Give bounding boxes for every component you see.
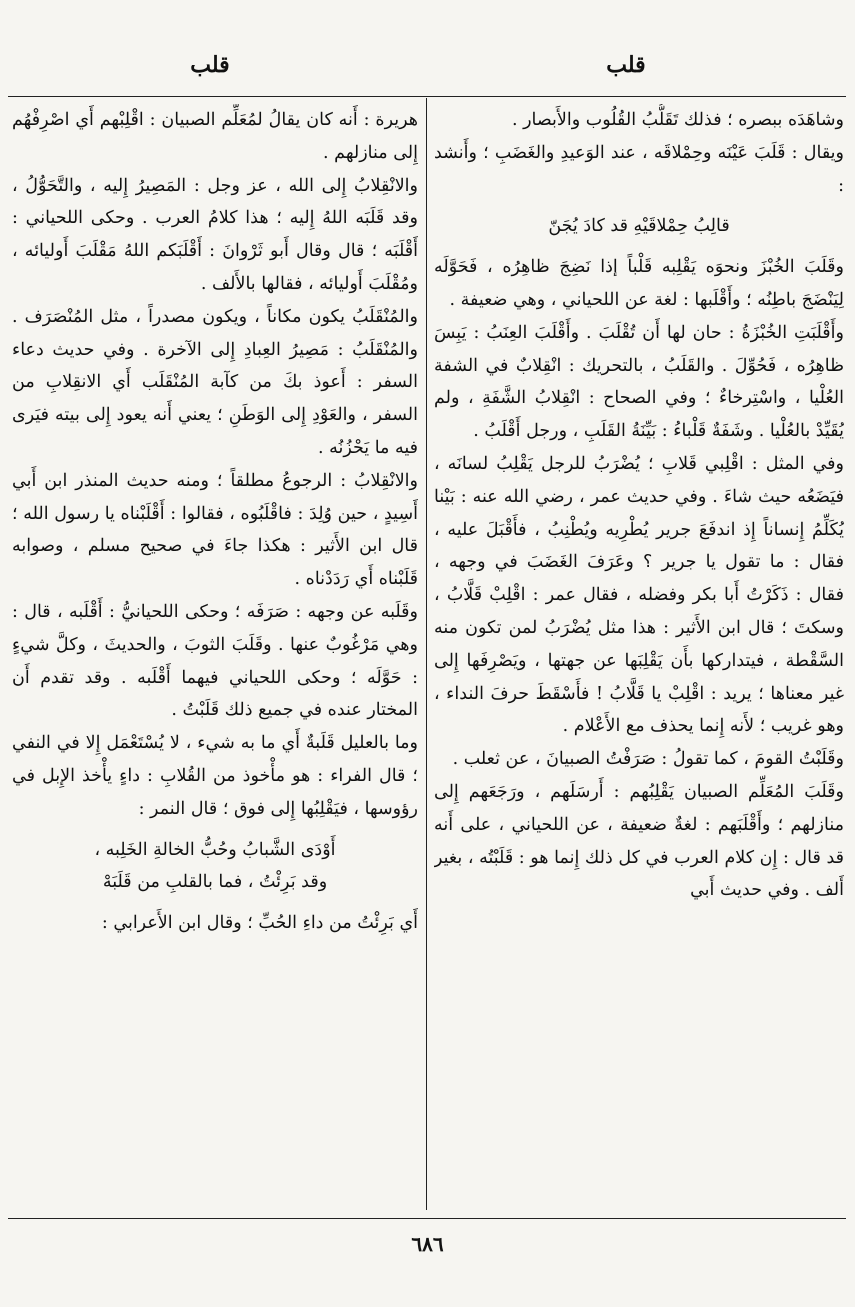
right-paragraph-6: وقَلَبْتُ القومَ ، كما تقولُ : صَرَفْتُ الصبيانَ ، عن ثعلب . bbox=[452, 749, 844, 770]
left-paragraph-2: والانْقِلابُ إِلى الله ، عز وجل : المَصِيرُ إِليه ، والتَّحَوُّلُ ، وقد قَلَبَه اللهُ إِليه ؛ هذا كلامُ العرب . وحكى اللحياني : أَقْلَبَه ؛ قال وقال أَبو ثَرْوانَ : أَقْلَبَكم اللهُ مَقْلَبَ أَوليائه ، ومُقْلَبَ أَوليائه ، فقالها بالأَلف . bbox=[12, 175, 418, 294]
right-paragraph-3: وقَلَبَ الخُبْزَ ونحوَه يَقْلِبه قَلْباً إذا نَضِجَ ظاهِرُه ، فَحَوَّلَه لِيَنْضَجَ باطِنُه ؛ وأَقْلَبها : لغة عن اللحياني ، وهي ضعيفة . bbox=[434, 257, 844, 310]
left-column bbox=[12, 104, 418, 1210]
bottom-rule bbox=[8, 1218, 846, 1219]
left-headword: قلب bbox=[190, 52, 230, 78]
left-paragraph-3: والمُنْقَلَبُ يكون مكاناً ، ويكون مصدراً ، مثل المُنْصَرَف . والمُنْقَلَبُ : مَصِيرُ العِبادِ إِلى الآخرة . وفي حديث دعاء السفر : أَعوذ بكَ من كآبة المُنْقَلَب أَي الانقِلابِ من السفر ، والعَوْدِ إِلى الوَطَنِ ؛ يعني أَنه يعود إِلى بيته فيَرى فيه ما يَحْزُنُه . bbox=[12, 306, 418, 458]
right-headword: قلب bbox=[606, 52, 646, 78]
right-column bbox=[434, 104, 844, 1210]
page-header bbox=[0, 52, 855, 92]
left-verse-1: أَوْدَى الشَّبابُ وحُبُّ الخالةِ الخَلِبه ، bbox=[94, 839, 336, 860]
left-verse-2: وقد بَرِئْتُ ، فما بالقلبِ من قَلَبَهْ bbox=[102, 872, 328, 893]
left-paragraph-1: هريرة : أَنه كان يقالُ لمُعَلِّم الصبيان : اقْلِبْهم أَي اصْرِفْهُم إِلى منازلهم . bbox=[12, 110, 418, 163]
right-paragraph-4: وأَقْلَبَتِ الخُبْزَةُ : حان لها أَن تُقْلَبَ . وأَقْلَبَ العِنَبُ : يَبِسَ ظاهِرُه ، فَحُوِّلَ . والقَلَبُ ، بالتحريك : انْقِلابٌ في الشفة العُلْيا ، واسْتِرخاءٌ ؛ وفي الصحاح : انْقِلابُ الشَّفَةِ ، ولم يُقَيِّدْ بالعُلْيا . وشَفَةٌ قَلْباءُ : بَيِّنَةُ القَلَبِ ، ورجل أَقْلَبُ . bbox=[434, 322, 844, 442]
left-paragraph-6: وما بالعليل قَلَبةٌ أَي ما به شيء ، لا يُسْتَعْمَل إِلا في النفي ؛ قال الفراء : هو مأْخوذ من القُلابِ : داءٍ يأْخذ الإِبل في رؤوسها ، فيَقْلِبُها إِلى فوق ؛ قال النمر : bbox=[12, 733, 418, 819]
left-paragraph-4: والانْقِلابُ : الرجوعُ مطلقاً ؛ ومنه حديث المنذر ابن أَبي أَسِيدٍ ، حين وُلِدَ : فاقْلَبُوه ، فقالوا : أَقْلَبْناه يا رسول الله ؛ قال ابن الأَثير : هكذا جاءَ في صحيح مسلم ، وصوابه قَلَبْناه أَي رَدَدْناه . bbox=[12, 470, 418, 590]
page-number: ٦٨٦ bbox=[411, 1232, 444, 1256]
right-verse-1: قالِبُ حِمْلاقَيْهِ قد كادَ يُجَنّ bbox=[548, 216, 730, 237]
column-divider bbox=[426, 98, 427, 1210]
top-rule bbox=[8, 96, 846, 97]
right-paragraph-1: وشاهَدَه ببصره ؛ فذلك تَقَلُّبُ القُلُوب والأَبصار . bbox=[511, 110, 844, 130]
left-paragraph-5: وقَلَبه عن وجهه : صَرَفَه ؛ وحكى اللحيانيُّ : أَقْلَبه ، قال : وهي مَرْغُوبٌ عنها . وقَلَبَ الثوبَ ، والحديثَ ، وكلَّ شيءٍ : حَوَّلَه ؛ وحكى اللحياني فيهما أَقْلَبه . وقد تقدم أَن المختار عنده في جميع ذلك قَلَبْتُ . bbox=[12, 601, 418, 721]
right-paragraph-5: وفي المثل : اقْلِبي قَلابِ ؛ يُضْرَبُ للرجل يَقْلِبُ لسانَه ، فيَضَعُه حيث شاءَ . وفي حديث عمر ، رضي الله عنه : بَيْنا يُكَلِّمُ إِنساناً إِذ اندفَعَ جرير يُطْرِيه ويُطْنِبُ ، فأَقْبَلَ عليه ، فقال : ما تقول يا جرير ؟ وعَرَفَ الغَضَبَ في وجهه ، فقال : ذَكَرْتُ أَبا بكر وفضله ، فقال عمر : اقْلِبْ قَلَّابُ ، وسكتَ ؛ قال ابن الأَثير : هذا مثل يُضْرَبُ لمن تكون منه السَّقْطة ، فيتداركها بأَن يَقْلِبَها عن جهتها ، ويَصْرِفَها إِلى غير معناها ؛ يريد : اقْلِبْ يا قَلَّابُ ! فأَسْقَطَ حرفَ النداء ، وهو غريب ؛ لأَنه إِنما يحذف مع الأَعْلام . bbox=[434, 453, 844, 737]
right-paragraph-7: وقَلَبَ المُعَلِّم الصبيان يَقْلِبُهم : أَرسَلَهم ، ورَجَعَهم إِلى منازلهم ؛ وأَقْلَبَهم : لغةٌ ضعيفة ، عن اللحياني ، على أَنه قد قال : إِن كلام العرب في كل ذلك إِنما هو : قَلَبْتُه ، بغير أَلف . وفي حديث أَبي bbox=[434, 781, 844, 901]
right-paragraph-2: ويقال : قَلَبَ عَيْنَه وحِمْلاقَه ، عند الوَعيدِ والغَضَبِ ؛ وأَنشد : bbox=[434, 142, 844, 196]
left-paragraph-7: أَي بَرِئْتُ من داءِ الحُبِّ ؛ وقال ابن الأَعرابي : bbox=[101, 913, 418, 934]
